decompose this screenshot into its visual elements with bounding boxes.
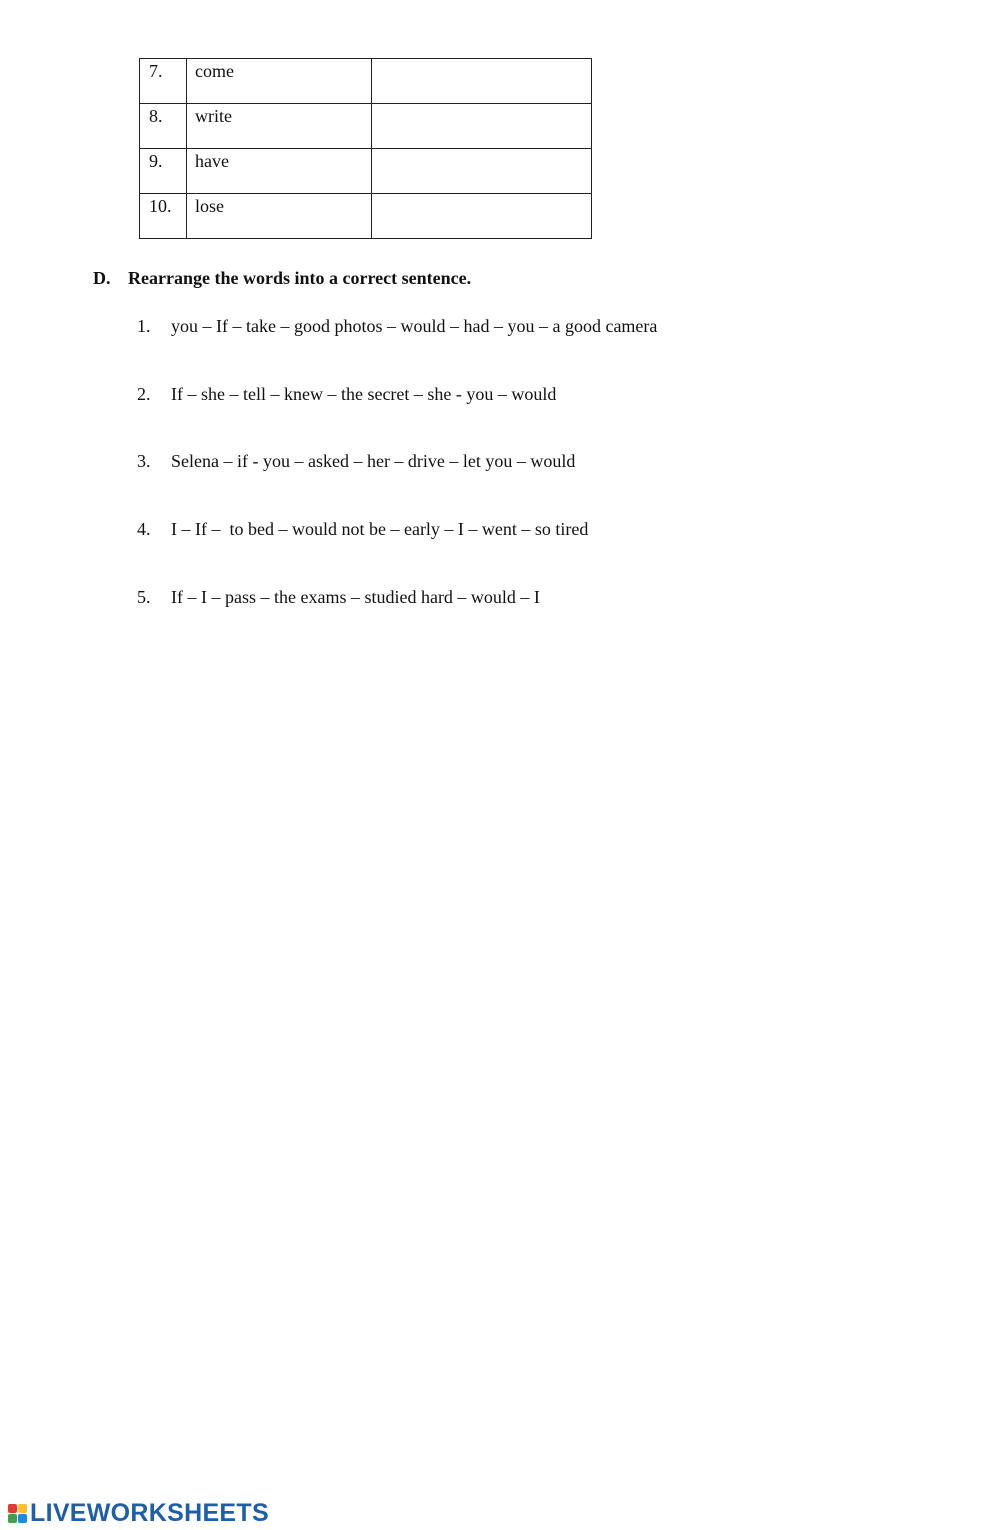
list-item (128, 566, 540, 608)
item-text: If – she – tell – knew – the secret – she - you – would (171, 384, 557, 404)
table-row (140, 194, 592, 239)
answer-cell[interactable] (372, 149, 592, 194)
list-item (128, 295, 657, 337)
table-row (140, 104, 592, 149)
section-heading (93, 268, 471, 289)
verb-word: lose (187, 194, 372, 239)
liveworksheets-logo-icon (8, 1504, 27, 1523)
verb-word: write (187, 104, 372, 149)
row-number: 10. (140, 194, 187, 239)
section-title: Rearrange the words into a correct sentence. (128, 268, 472, 288)
table-row (140, 149, 592, 194)
row-number: 8. (140, 104, 187, 149)
item-number: 5. (137, 587, 151, 607)
item-number: 3. (137, 451, 151, 471)
item-number: 2. (137, 384, 151, 404)
answer-cell[interactable] (372, 194, 592, 239)
item-text: I – If – to bed – would not be – early – I – went – so tired (171, 519, 589, 539)
section-letter: D. (93, 268, 111, 288)
verb-word: have (187, 149, 372, 194)
list-item (128, 430, 575, 472)
item-text: If – I – pass – the exams – studied hard – would – I (171, 587, 540, 607)
answer-cell[interactable] (372, 59, 592, 104)
item-text: you – If – take – good photos – would – had – you – a good camera (171, 316, 658, 336)
table-row (140, 59, 592, 104)
row-number: 9. (140, 149, 187, 194)
item-text: Selena – if - you – asked – her – drive – let you – would (171, 451, 576, 471)
item-number: 1. (137, 316, 151, 336)
row-number: 7. (140, 59, 187, 104)
list-item (128, 363, 556, 405)
brand-name: LIVEWORKSHEETS (30, 1498, 269, 1527)
verb-table (139, 58, 592, 239)
answer-cell[interactable] (372, 104, 592, 149)
item-number: 4. (137, 519, 151, 539)
list-item (128, 498, 588, 540)
verb-word: come (187, 59, 372, 104)
liveworksheets-logo[interactable] (8, 1498, 269, 1528)
